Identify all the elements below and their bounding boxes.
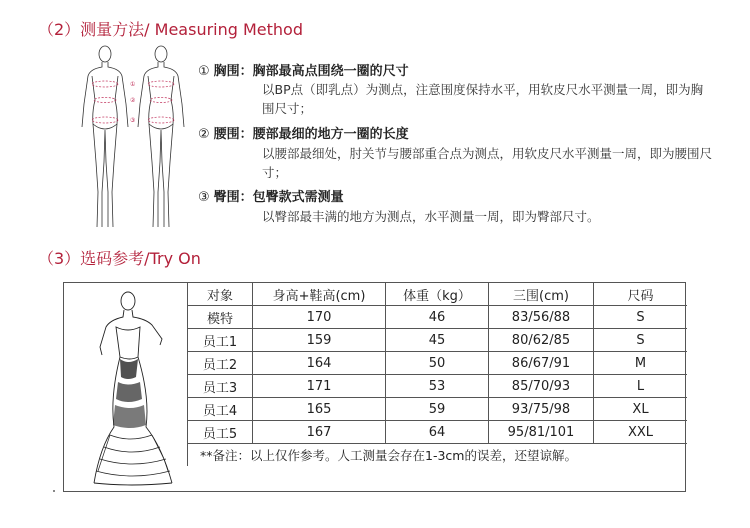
table-cell: 53 bbox=[386, 375, 489, 398]
section-title-measuring: （2）测量方法/ Measuring Method bbox=[38, 20, 304, 39]
measure-heading: 胸围：胸部最高点围绕一圈的尺寸 bbox=[213, 64, 409, 79]
measure-number: ② bbox=[198, 127, 210, 142]
table-header-row bbox=[188, 283, 688, 306]
measure-item-hip bbox=[198, 186, 344, 205]
table-note: **备注：以上仅作参考。人工测量会存在1-3cm的误差，还望谅解。 bbox=[188, 444, 688, 467]
figure-marker-2: ② bbox=[130, 97, 136, 104]
measure-heading: 腰围：腰部最细的地方一圈的长度 bbox=[213, 127, 409, 142]
figure-marker-1: ① bbox=[130, 81, 136, 88]
column-header: 尺码 bbox=[594, 283, 688, 306]
table-row bbox=[188, 352, 688, 375]
table-cell: 95/81/101 bbox=[489, 421, 594, 444]
table-row bbox=[188, 421, 688, 444]
stray-dot bbox=[53, 490, 55, 492]
column-header: 三围(cm) bbox=[489, 283, 594, 306]
table-cell: L bbox=[594, 375, 688, 398]
table-cell: S bbox=[594, 329, 688, 352]
table-cell: 164 bbox=[253, 352, 386, 375]
measure-heading: 臀围：包臀款式需测量 bbox=[213, 190, 344, 205]
table-cell: 159 bbox=[253, 329, 386, 352]
table-cell: 170 bbox=[253, 306, 386, 329]
measure-description: 以臀部最丰满的地方为测点，水平测量一周，即为臀部尺寸。 bbox=[262, 209, 600, 224]
table-cell: 59 bbox=[386, 398, 489, 421]
measure-description: 以BP点（即乳点）为测点，注意围度保持水平，用软皮尺水平测量一周，即为胸围尺寸； bbox=[262, 82, 704, 116]
measure-description: 以腰部最细处，肘关节与腰部重合点为测点，用软皮尺水平测量一周，即为腰围尺寸； bbox=[262, 146, 713, 180]
table-cell: 员工4 bbox=[188, 398, 253, 421]
table-cell: 80/62/85 bbox=[489, 329, 594, 352]
table-cell: 员工3 bbox=[188, 375, 253, 398]
table-cell: 员工1 bbox=[188, 329, 253, 352]
measure-item-waist bbox=[198, 123, 409, 142]
table-cell: M bbox=[594, 352, 688, 375]
table-cell: 165 bbox=[253, 398, 386, 421]
table-cell: 93/75/98 bbox=[489, 398, 594, 421]
figure-marker-3: ③ bbox=[130, 117, 136, 124]
table-cell: 50 bbox=[386, 352, 489, 375]
table-cell: 45 bbox=[386, 329, 489, 352]
table-row bbox=[188, 398, 688, 421]
table-cell: 模特 bbox=[188, 306, 253, 329]
table-cell: 46 bbox=[386, 306, 489, 329]
table-cell: 86/67/91 bbox=[489, 352, 594, 375]
table-cell: 167 bbox=[253, 421, 386, 444]
table-cell: 85/70/93 bbox=[489, 375, 594, 398]
column-header: 身高+鞋高(cm) bbox=[253, 283, 386, 306]
table-cell: XXL bbox=[594, 421, 688, 444]
measure-number: ① bbox=[198, 64, 210, 79]
table-row bbox=[188, 375, 688, 398]
table-cell: 员工5 bbox=[188, 421, 253, 444]
column-header: 体重（kg） bbox=[386, 283, 489, 306]
table-cell: XL bbox=[594, 398, 688, 421]
table-note-row bbox=[188, 444, 688, 467]
table-cell: 171 bbox=[253, 375, 386, 398]
size-reference-table bbox=[187, 283, 687, 466]
section-title-try-on: （3）选码参考/Try On bbox=[38, 249, 201, 268]
measure-number: ③ bbox=[198, 190, 210, 205]
table-cell: S bbox=[594, 306, 688, 329]
dress-illustration bbox=[80, 287, 190, 487]
table-row bbox=[188, 329, 688, 352]
table-cell: 员工2 bbox=[188, 352, 253, 375]
column-header: 对象 bbox=[188, 283, 253, 306]
table-cell: 83/56/88 bbox=[489, 306, 594, 329]
body-figures-illustration bbox=[78, 42, 188, 237]
size-table-panel bbox=[63, 282, 686, 492]
table-row bbox=[188, 306, 688, 329]
measure-item-bust bbox=[198, 60, 409, 79]
table-cell: 64 bbox=[386, 421, 489, 444]
